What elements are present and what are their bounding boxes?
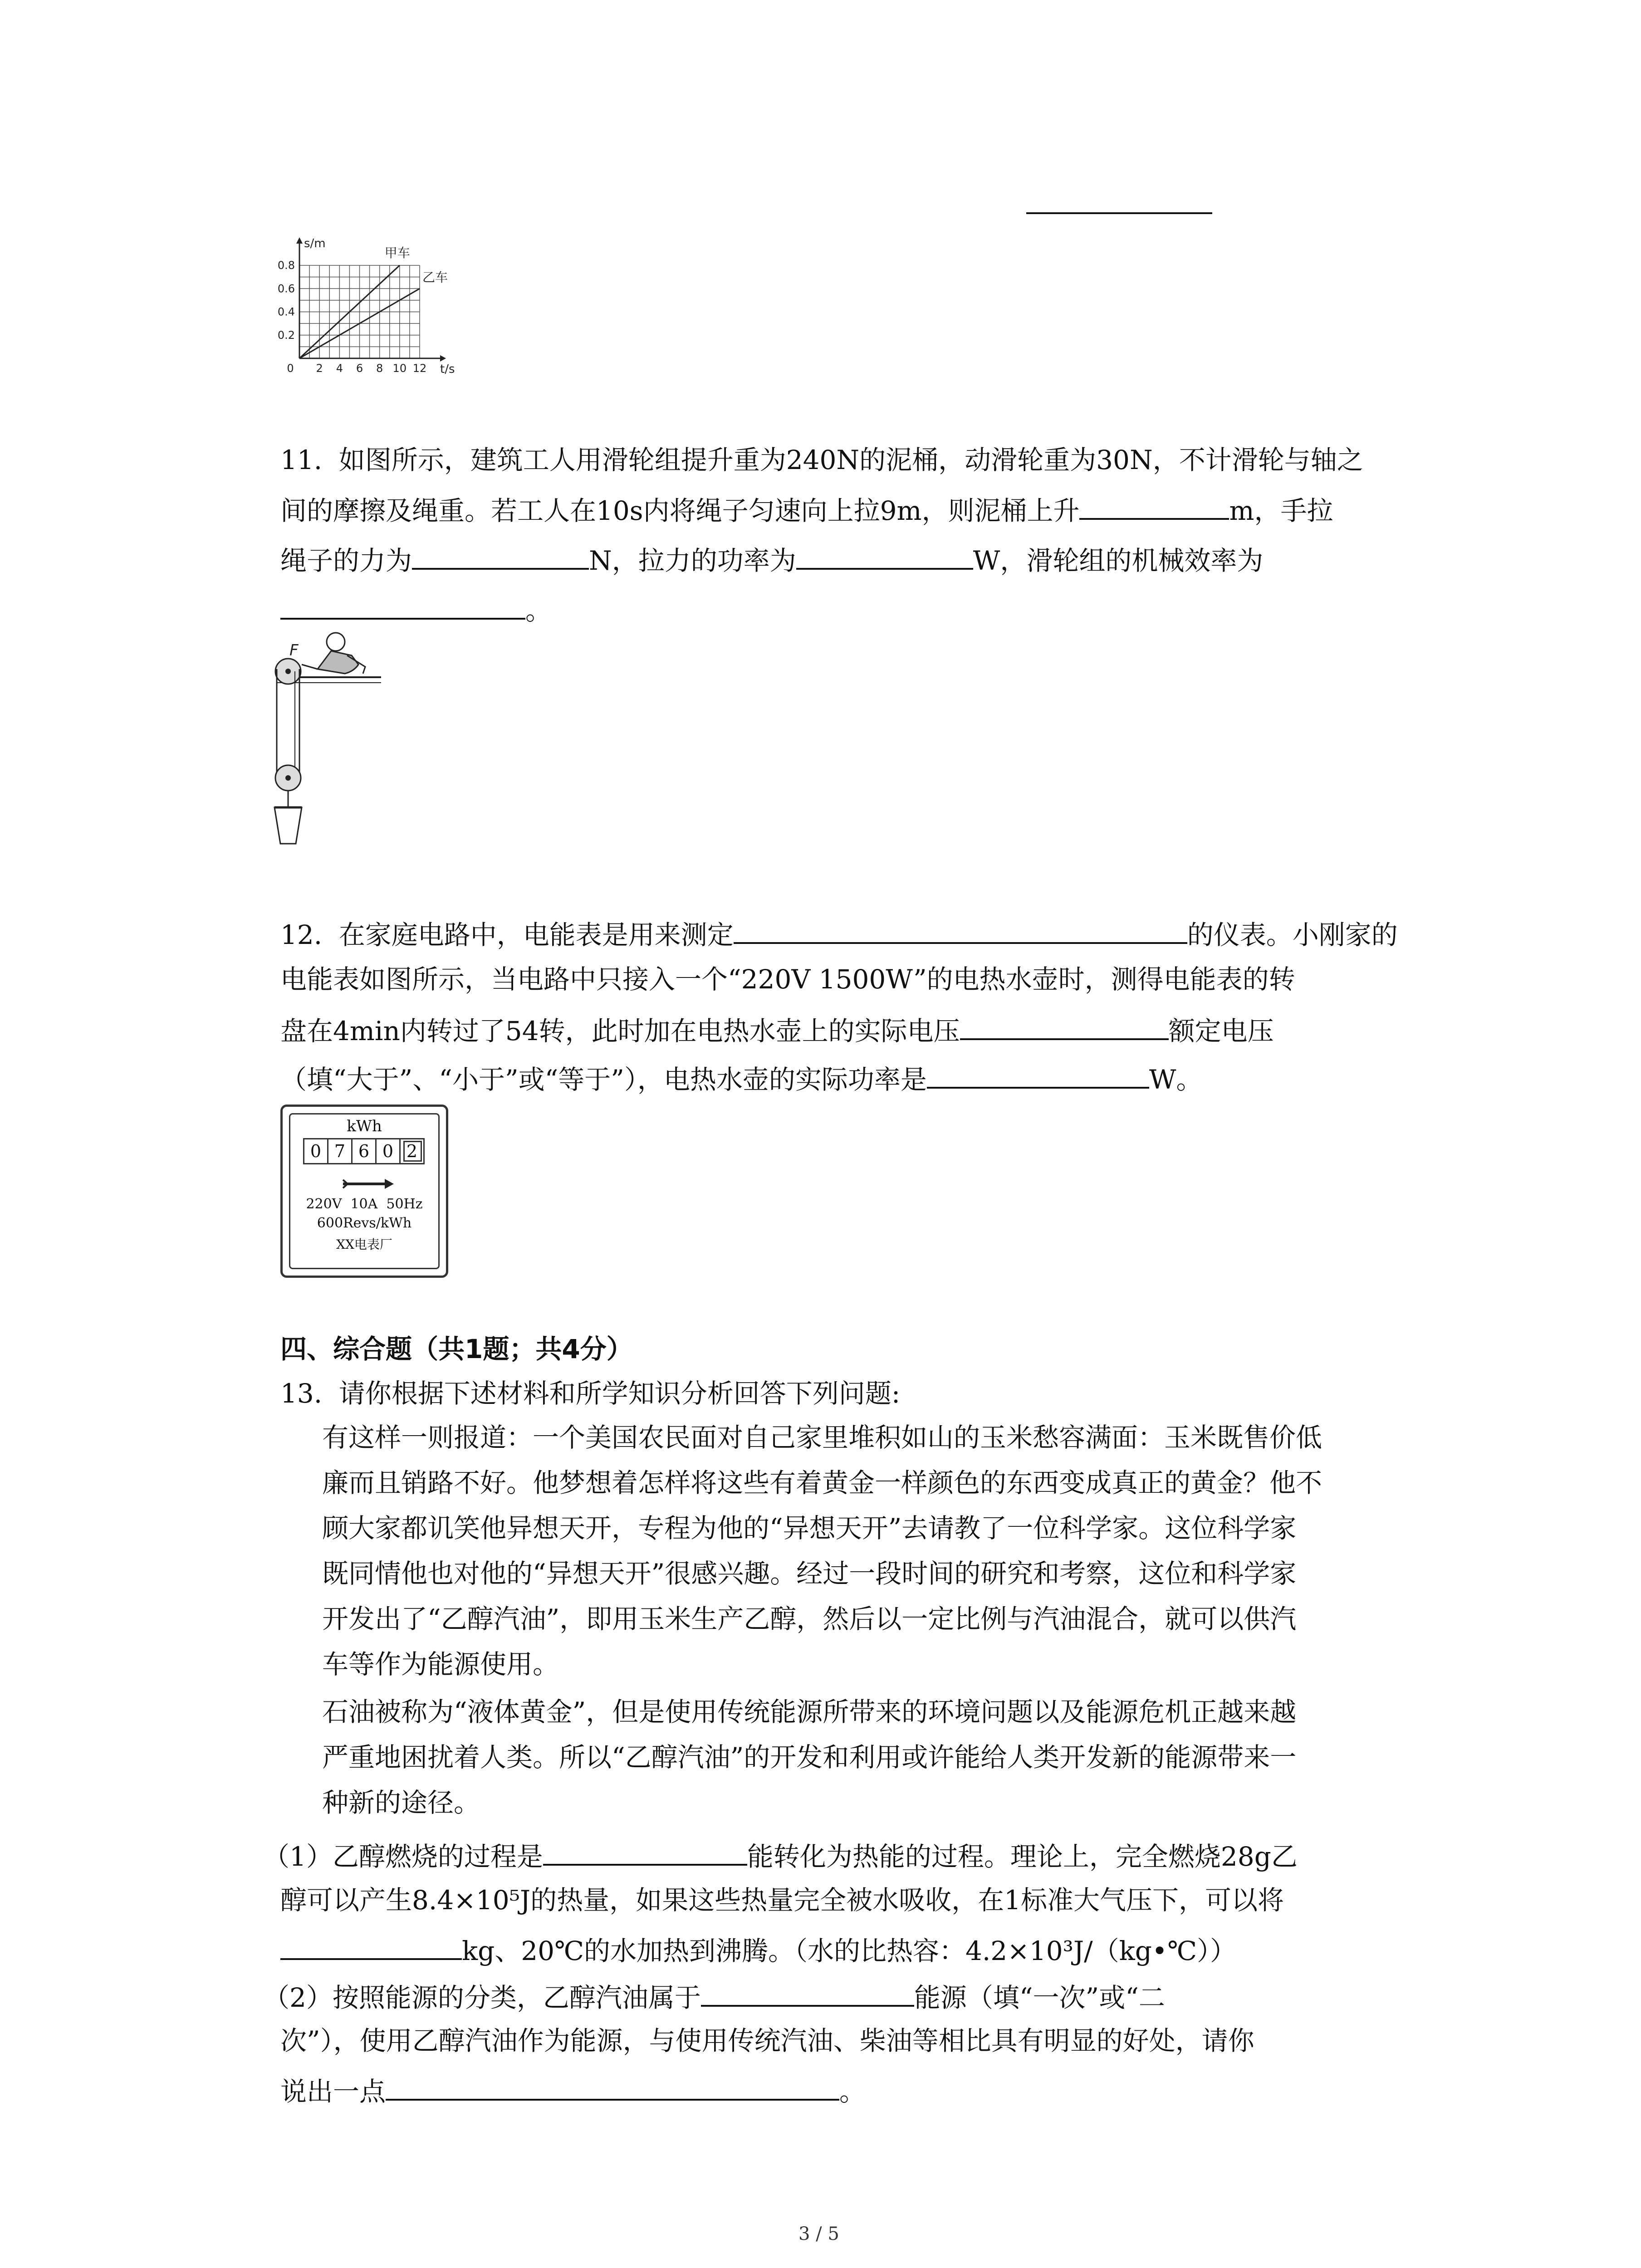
- chart-axes: [296, 237, 446, 362]
- q13-p1-line: 有这样一则报道：一个美国农民面对自己家里堆积如山的玉米愁容满面：玉米既售价低: [322, 1422, 1323, 1453]
- q13-t1a: （2）按照能源的分类，乙醇汽油属于: [263, 1982, 701, 2013]
- q12-text-4a: （填“大于”、“小于”或“等于”），电热水壶的实际功率是: [280, 1064, 927, 1095]
- q12-text-1a: 在家庭电路中，电能表是用来测定: [338, 919, 734, 950]
- q12-blank-power[interactable]: [927, 1063, 1149, 1089]
- meter-digit: 6: [353, 1138, 377, 1164]
- q11-text-1: 如图所示，建筑工人用滑轮组提升重为240N的泥桶，动滑轮重为30N，不计滑轮与轴之: [338, 445, 1363, 475]
- q11-text-4: 。: [525, 595, 552, 626]
- force-label: F: [289, 641, 299, 660]
- q13-blank-mass[interactable]: [280, 1935, 462, 1960]
- q13-blank-energy-class[interactable]: [701, 1981, 914, 2007]
- meter-inner: [289, 1113, 440, 1269]
- meter-unit: kWh: [347, 1117, 382, 1135]
- q13-blank-advantage[interactable]: [386, 2075, 839, 2101]
- q13-p1-line: 顾大家都讥笑他异想天开，专程为他的“异想天开”去请教了一位科学家。这位科学家: [322, 1513, 1297, 1544]
- x-tick-label: 4: [336, 362, 343, 375]
- energy-meter: [280, 1105, 448, 1278]
- q11-line-3: [280, 544, 1263, 574]
- chart-grid: [299, 265, 420, 358]
- q13-intro: 请你根据下述材料和所学知识分析回答下列问题:: [338, 1378, 901, 1409]
- meter-spec-2: 600Revs/kWh: [317, 1215, 412, 1231]
- q11-text-2b: m，手拉: [1229, 495, 1333, 526]
- q12-blank-measure[interactable]: [734, 919, 1187, 944]
- q11-line-2: [280, 494, 1333, 524]
- q12-blank-voltage[interactable]: [960, 1015, 1169, 1040]
- x-tick-label: 0: [287, 362, 294, 375]
- q11-text-3b: N，拉力的功率为: [589, 545, 796, 576]
- q13-s3a: kg、20℃的水加热到沸腾。（水的比热容：4.2×10³J/（kg•℃））: [462, 1936, 1237, 1966]
- q12-text-2: 电能表如图所示，当电路中只接入一个“220V 1500W”的电热水壶时，测得电能表的转: [280, 964, 1295, 995]
- q13-blank-energy-form[interactable]: [543, 1840, 747, 1866]
- q11-line-4: [280, 594, 552, 624]
- q11-text-3c: W，滑轮组的机械效率为: [973, 545, 1264, 576]
- q13-p2-line: 严重地困扰着人类。所以“乙醇汽油”的开发和利用或许能给人类开发新的能源带来一: [322, 1742, 1297, 1773]
- page-number: 3 / 5: [798, 2224, 839, 2244]
- q12-text-3a: 盘在4min内转过了54转，此时加在电热水壶上的实际电压: [280, 1016, 960, 1046]
- q12-text-3b: 额定电压: [1168, 1016, 1274, 1046]
- q12-line-1: [280, 919, 1398, 948]
- q13-t3b: 。: [839, 2076, 866, 2107]
- meter-digit-decimal: 2: [401, 1138, 425, 1164]
- q12-line-3: [280, 1015, 1274, 1044]
- y-tick-label: 0.6: [277, 282, 295, 295]
- q13-sub1-line-2: 醇可以产生8.4×10⁵J的热量，如果这些热量完全被水吸收，在1标准大气压下，可以将: [280, 1885, 1284, 1916]
- meter-digit: 7: [328, 1138, 353, 1164]
- q13-s1a: （1）乙醇燃烧的过程是: [263, 1841, 543, 1872]
- meter-digit: 0: [303, 1138, 328, 1164]
- q13-p1-line: 车等作为能源使用。: [322, 1649, 559, 1680]
- y-axis-arrow: [296, 237, 303, 244]
- q13-p1-line: 既同情他也对他的“异想天开”很感兴趣。经过一段时间的研究和考察，这位和科学家: [322, 1558, 1297, 1589]
- q11-text-3a: 绳子的力为: [280, 545, 412, 576]
- q13-s1b: 能转化为热能的过程。理论上，完全燃烧28g乙: [747, 1841, 1298, 1872]
- q13-sub2-line-2: 次”），使用乙醇汽油作为能源，与使用传统汽油、柴油等相比具有明显的好处，请你: [280, 2025, 1254, 2056]
- q13-sub2-line-3: [280, 2075, 866, 2105]
- q11-number: 11.: [280, 445, 323, 475]
- y-tick-label: 0.4: [277, 305, 295, 318]
- q13-t3a: 说出一点: [280, 2076, 386, 2107]
- q13-p1-line: 廉而且销路不好。他梦想着怎样将这些有着黄金一样颜色的东西变成真正的黄金？他不: [322, 1467, 1323, 1498]
- q11-blank-force[interactable]: [412, 544, 589, 570]
- x-tick-label: 12: [412, 362, 427, 375]
- meter-spec-1: 220V 10A 50Hz: [306, 1196, 423, 1212]
- q12-text-4b: W。: [1149, 1064, 1203, 1095]
- q13-sub1-line-1: [263, 1840, 1298, 1870]
- y-tick-label: 0.8: [277, 259, 295, 272]
- q13-p2-line: 石油被称为“液体黄金”，但是使用传统能源所带来的环境问题以及能源危机正越来越: [322, 1696, 1297, 1727]
- pulley-figure: [268, 628, 386, 855]
- q13-p2-line: 种新的途径。: [322, 1787, 480, 1818]
- q12-line-4: [280, 1063, 1203, 1093]
- q12-line-2: [280, 964, 1295, 995]
- q13-p1-line: 开发出了“乙醇汽油”，即用玉米生产乙醇，然后以一定比例与汽油混合，就可以供汽: [322, 1603, 1297, 1634]
- q12-number: 12.: [280, 919, 323, 950]
- q13-line-intro: [280, 1380, 900, 1407]
- answer-blank-top[interactable]: [1026, 212, 1212, 214]
- meter-arrow-icon: [340, 1177, 395, 1191]
- x-tick-label: 10: [392, 362, 407, 375]
- q13-sub2-line-1: [263, 1981, 1165, 2011]
- meter-maker: XX电表厂: [336, 1237, 392, 1252]
- q12-text-1b: 的仪表。小刚家的: [1187, 919, 1398, 950]
- series-label: 甲车: [384, 245, 410, 260]
- q11-line-1: [280, 447, 1363, 473]
- q13-number: 13.: [280, 1378, 323, 1409]
- meter-digit: 0: [377, 1138, 401, 1164]
- q11-text-2a: 间的摩擦及绳重。若工人在10s内将绳子匀速向上拉9m，则泥桶上升: [280, 495, 1080, 526]
- st-graph: [263, 211, 499, 392]
- q13-t1b: 能源（填“一次”或“二: [914, 1982, 1165, 2013]
- q13-sub1-line-3: [280, 1935, 1236, 1964]
- x-tick-label: 8: [376, 362, 383, 375]
- series-label: 乙车: [422, 269, 448, 285]
- y-axis-label: s/m: [304, 237, 326, 250]
- x-tick-label: 6: [356, 362, 363, 375]
- q11-blank-height[interactable]: [1079, 494, 1229, 520]
- meter-digits: [303, 1138, 425, 1164]
- section-4-title: 四、综合题（共1题；共4分）: [280, 1334, 633, 1364]
- q11-blank-efficiency[interactable]: [280, 594, 525, 620]
- x-axis-arrow: [440, 355, 446, 362]
- q11-blank-power[interactable]: [796, 544, 973, 570]
- x-tick-label: 2: [316, 362, 323, 375]
- y-tick-label: 0.2: [277, 328, 295, 342]
- x-axis-label: t/s: [440, 362, 455, 376]
